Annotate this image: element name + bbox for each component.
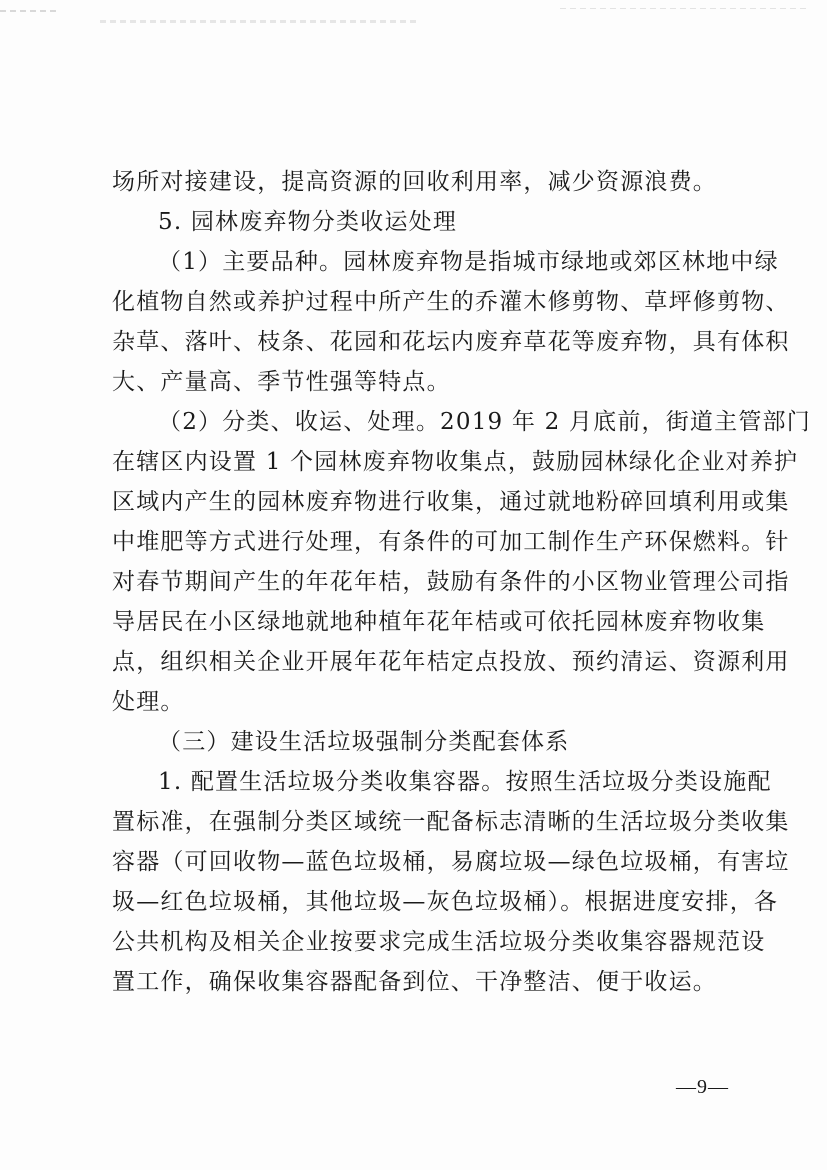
section-heading-3: （三）建设生活垃圾强制分类配套体系 [158,729,570,755]
paragraph-line: 导居民在小区绿地就地种植年花年桔或可依托园林废弃物收集 [112,609,766,635]
paragraph-line: 大、产量高、季节性强等特点。 [112,369,451,395]
paragraph-line: 圾—红色垃圾桶，其他垃圾—灰色垃圾桶）。根据进度安排，各 [112,889,779,915]
paragraph-line: 置工作，确保收集容器配备到位、干净整洁、便于收运。 [112,969,717,995]
page-number: —9— [676,1076,729,1098]
paragraph-line: 公共机构及相关企业按要求完成生活垃圾分类收集容器规范设 [112,929,766,955]
paragraph-line: 场所对接建设，提高资源的回收利用率，减少资源浪费。 [112,169,717,195]
paragraph-line: 点，组织相关企业开展年花年桔定点投放、预约清运、资源利用 [112,649,790,675]
scan-noise-center [100,20,420,23]
paragraph-line: 在辖区内设置 1 个园林废弃物收集点，鼓励园林绿化企业对养护 [112,449,799,475]
paragraph-line: （2）分类、收运、处理。2019 年 2 月底前，街道主管部门 [158,409,811,435]
scan-noise-right [560,8,810,9]
paragraph-line: 化植物自然或养护过程中所产生的乔灌木修剪物、草坪修剪物、 [112,289,790,315]
paragraph-line: 1. 配置生活垃圾分类收集容器。按照生活垃圾分类设施配 [158,769,772,795]
paragraph-line: （1）主要品种。园林废弃物是指城市绿地或郊区林地中绿 [158,249,779,275]
section-heading-5: 5. 园林废弃物分类收运处理 [158,209,458,235]
paragraph-line: 对春节期间产生的年花年桔，鼓励有条件的小区物业管理公司指 [112,569,790,595]
paragraph-line: 杂草、落叶、枝条、花园和花坛内废弃草花等废弃物，具有体积 [112,329,790,355]
paragraph-line: 置标准，在强制分类区域统一配备标志清晰的生活垃圾分类收集 [112,809,790,835]
paragraph-line: 处理。 [112,689,185,715]
paragraph-line: 中堆肥等方式进行处理，有条件的可加工制作生产环保燃料。针 [112,529,790,555]
paragraph-line: 容器（可回收物—蓝色垃圾桶，易腐垃圾—绿色垃圾桶，有害垃 [112,849,790,875]
paragraph-line: 区域内产生的园林废弃物进行收集，通过就地粉碎回填利用或集 [112,489,790,515]
scan-noise-left [0,10,60,12]
body-text [112,162,811,1002]
